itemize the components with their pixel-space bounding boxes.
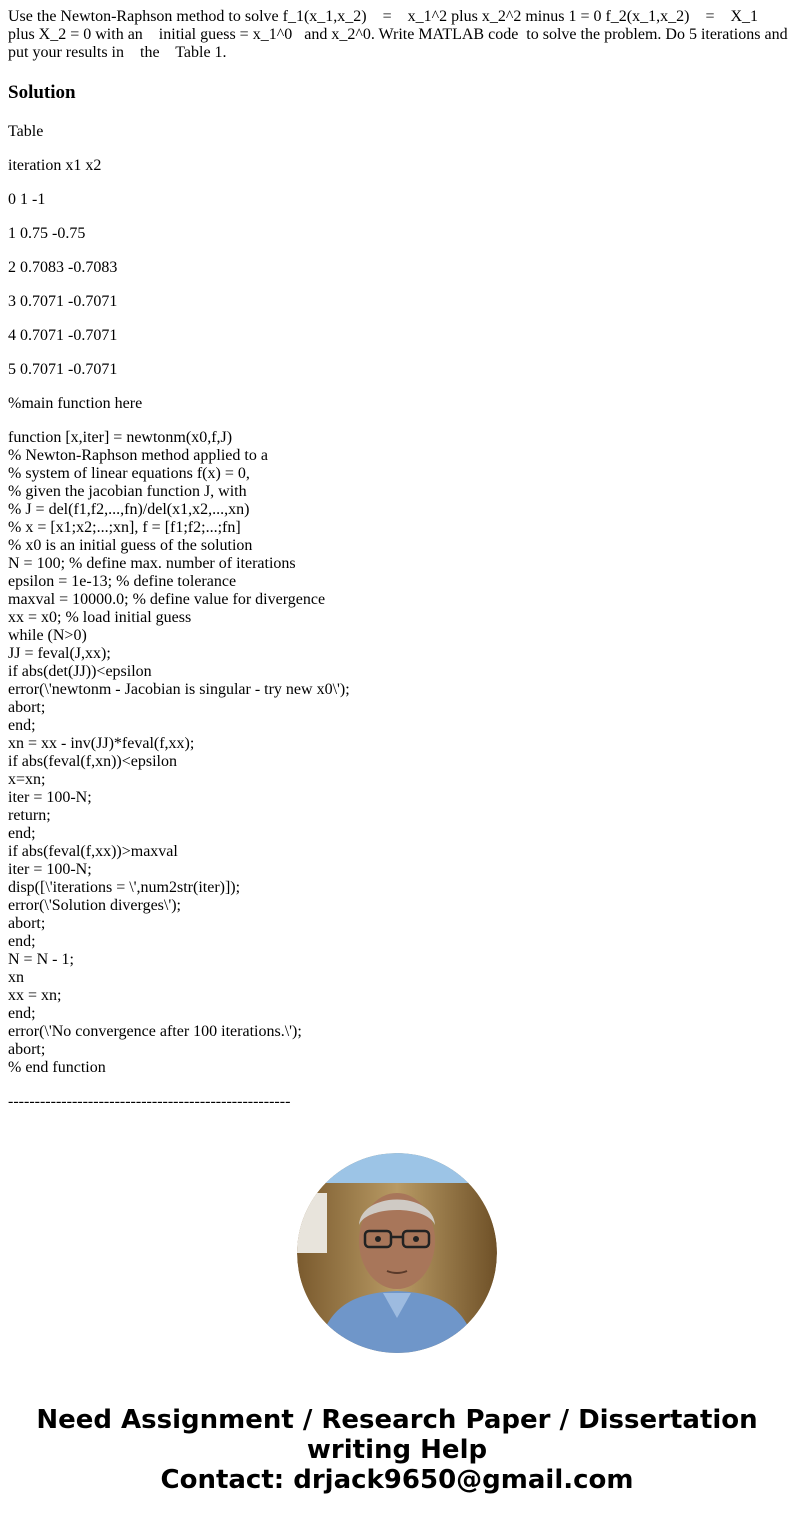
code-line: iter = 100-N; [8, 861, 92, 878]
code-line: N = 100; % define max. number of iterations [8, 555, 296, 572]
table-label: Table [8, 123, 44, 140]
code-line: if abs(feval(f,xn))<epsilon [8, 753, 177, 770]
ad-contact: Contact: drjack9650@gmail.com [160, 1465, 634, 1495]
code-line: epsilon = 1e-13; % define tolerance [8, 573, 237, 590]
code-line: end; [8, 1005, 36, 1022]
code-line: xn [8, 969, 24, 986]
ad-line-2: writing Help [306, 1435, 488, 1465]
table-row: 3 0.7071 -0.7071 [8, 293, 118, 310]
table-header-row: iteration x1 x2 [8, 157, 102, 174]
code-line: JJ = feval(J,xx); [8, 645, 111, 662]
code-line: N = N - 1; [8, 951, 74, 968]
question-text: Use the Newton-Raphson method to solve f_1(x_1,x_2) = x_1^2 plus x_2^2 minus 1 = 0 f_2(x_1,x_2) = X_1 plus X_2 = 0 with an initial guess = x_1^0 and x_2^0. Write MATLAB code to solve the problem. Do 5 iterations and put your results in the Table 1. [8, 8, 792, 61]
code-line: abort; [8, 915, 46, 932]
code-line: function [x,iter] = newtonm(x0,f,J) [8, 429, 233, 446]
code-line: while (N>0) [8, 627, 87, 644]
solution-heading: Solution [8, 82, 76, 103]
code-line: xx = xn; [8, 987, 62, 1004]
code-line: maxval = 10000.0; % define value for divergence [8, 591, 326, 608]
code-line: % system of linear equations f(x) = 0, [8, 465, 250, 482]
ad-line-1: Need Assignment / Research Paper / Dissertation [36, 1405, 758, 1435]
author-avatar [297, 1153, 497, 1353]
code-line: if abs(det(JJ))<epsilon [8, 663, 152, 680]
code-line: return; [8, 807, 51, 824]
code-line: end; [8, 825, 36, 842]
code-line: abort; [8, 699, 46, 716]
code-line: error(\'newtonm - Jacobian is singular - try new x0\'); [8, 681, 350, 698]
code-line: if abs(feval(f,xx))>maxval [8, 843, 178, 860]
table-row: 1 0.75 -0.75 [8, 225, 86, 242]
code-line: % end function [8, 1059, 106, 1076]
code-line: % given the jacobian function J, with [8, 483, 247, 500]
code-line: iter = 100-N; [8, 789, 92, 806]
matlab-code-block [8, 429, 788, 1077]
main-comment: %main function here [8, 395, 143, 412]
avatar-image [297, 1153, 497, 1353]
code-line: xx = x0; % load initial guess [8, 609, 192, 626]
table-row: 2 0.7083 -0.7083 [8, 259, 118, 276]
page-content [8, 0, 792, 1111]
table-row: 5 0.7071 -0.7071 [8, 361, 118, 378]
code-line: % x0 is an initial guess of the solution [8, 537, 253, 554]
code-line: abort; [8, 1041, 46, 1058]
code-line: error(\'Solution diverges\'); [8, 897, 181, 914]
code-line: end; [8, 933, 36, 950]
code-line: disp([\'iterations = \',num2str(iter)]); [8, 879, 241, 896]
code-line: x=xn; [8, 771, 46, 788]
table-row: 0 1 -1 [8, 191, 46, 208]
code-line: xn = xx - inv(JJ)*feval(f,xx); [8, 735, 195, 752]
code-line: % J = del(f1,f2,...,fn)/del(x1,x2,...,xn) [8, 501, 250, 518]
separator-line: ----------------------------------------------------- [8, 1093, 291, 1110]
advertisement-banner [0, 1405, 794, 1495]
table-row: 4 0.7071 -0.7071 [8, 327, 118, 344]
results-table [8, 157, 788, 379]
code-line: error(\'No convergence after 100 iterations.\'); [8, 1023, 302, 1040]
code-line: end; [8, 717, 36, 734]
code-line: % x = [x1;x2;...;xn], f = [f1;f2;...;fn] [8, 519, 241, 536]
code-line: % Newton-Raphson method applied to a [8, 447, 268, 464]
